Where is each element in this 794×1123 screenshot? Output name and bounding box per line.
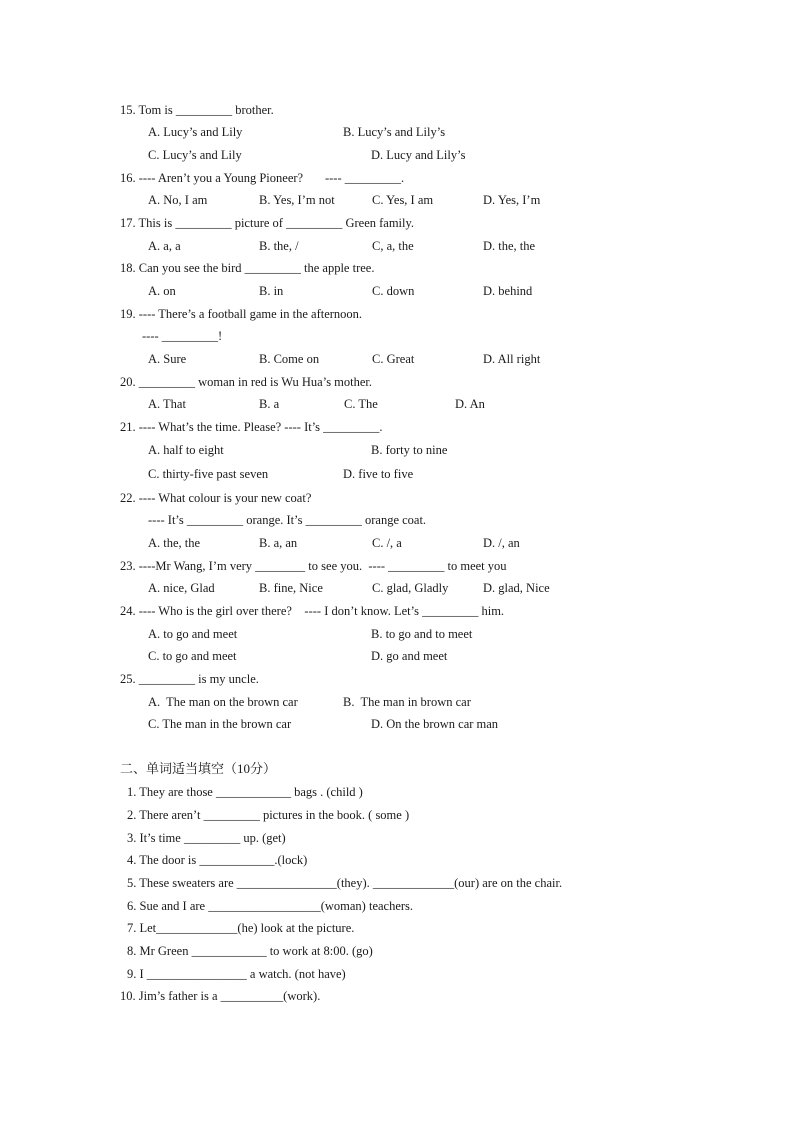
- question-23-option-b: B. fine, Nice: [259, 581, 323, 595]
- fill-item-4: 4. The door is ____________.(lock): [127, 853, 308, 867]
- question-15-option-a: A. Lucy’s and Lily: [148, 125, 243, 139]
- fill-item-9: 9. I ________________ a watch. (not have): [127, 967, 346, 981]
- question-25-option-d: D. On the brown car man: [371, 717, 499, 731]
- question-16-option-b: B. Yes, I’m not: [259, 193, 335, 207]
- question-23-option-a: A. nice, Glad: [148, 581, 215, 595]
- question-23-stem: 23. ----Mr Wang, I’m very ________ to see you. ---- _________ to meet you: [120, 559, 507, 573]
- question-21-stem: 21. ---- What’s the time. Please? ---- It’s _________.: [120, 420, 383, 434]
- question-15-option-d: D. Lucy and Lily’s: [371, 148, 466, 162]
- question-23-option-c: C. glad, Gladly: [372, 581, 449, 595]
- fill-item-10: 10. Jim’s father is a __________(work).: [120, 989, 321, 1003]
- question-24-option-b: B. to go and to meet: [371, 627, 473, 641]
- question-15-option-b: B. Lucy’s and Lily’s: [343, 125, 446, 139]
- question-15-option-c: C. Lucy’s and Lily: [148, 148, 242, 162]
- question-20-stem: 20. _________ woman in red is Wu Hua’s mother.: [120, 375, 373, 389]
- question-24-stem: 24. ---- Who is the girl over there? ---- I don’t know. Let’s _________ him.: [120, 604, 505, 618]
- question-19-option-b: B. Come on: [259, 352, 320, 366]
- section-heading: 二、单词适当填空（10分）: [120, 761, 277, 776]
- question-17-option-a: A. a, a: [148, 239, 181, 253]
- question-21-option-b: B. forty to nine: [371, 443, 448, 457]
- fill-item-5: 5. These sweaters are ________________(they). _____________(our) are on the chair.: [127, 876, 563, 890]
- question-22-option-b: B. a, an: [259, 536, 298, 550]
- question-20-option-c: C. The: [344, 397, 378, 411]
- question-24-option-c: C. to go and meet: [148, 649, 237, 663]
- question-17-option-d: D. the, the: [483, 239, 536, 253]
- question-21-option-a: A. half to eight: [148, 443, 224, 457]
- fill-item-1: 1. They are those ____________ bags . (child ): [127, 785, 363, 799]
- question-18-option-c: C. down: [372, 284, 415, 298]
- question-24-option-d: D. go and meet: [371, 649, 448, 663]
- question-19-response: ---- _________!: [142, 329, 223, 343]
- question-20-option-a: A. That: [148, 397, 186, 411]
- question-21-option-c: C. thirty-five past seven: [148, 467, 269, 481]
- question-22-response: ---- It’s _________ orange. It’s _________ orange coat.: [148, 513, 427, 527]
- question-23-option-d: D. glad, Nice: [483, 581, 550, 595]
- question-19-option-a: A. Sure: [148, 352, 187, 366]
- question-19-stem: 19. ---- There’s a football game in the afternoon.: [120, 307, 363, 321]
- question-18-option-a: A. on: [148, 284, 176, 298]
- question-24-option-a: A. to go and meet: [148, 627, 238, 641]
- question-25-option-c: C. The man in the brown car: [148, 717, 292, 731]
- question-16-stem: 16. ---- Aren’t you a Young Pioneer? ---- _________.: [120, 171, 405, 185]
- question-20-option-d: D. An: [455, 397, 485, 411]
- question-16-option-c: C. Yes, I am: [372, 193, 434, 207]
- fill-item-8: 8. Mr Green ____________ to work at 8:00. (go): [127, 944, 373, 958]
- question-16-option-d: D. Yes, I’m: [483, 193, 541, 207]
- question-17-option-b: B. the, /: [259, 239, 299, 253]
- question-19-option-d: D. All right: [483, 352, 541, 366]
- question-22-option-a: A. the, the: [148, 536, 201, 550]
- fill-item-6: 6. Sue and I are __________________(woman) teachers.: [127, 899, 414, 913]
- question-25-option-b: B. The man in brown car: [343, 695, 471, 709]
- question-18-option-d: D. behind: [483, 284, 533, 298]
- question-22-option-d: D. /, an: [483, 536, 520, 550]
- question-22-stem: 22. ---- What colour is your new coat?: [120, 491, 312, 505]
- question-21-option-d: D. five to five: [343, 467, 414, 481]
- question-25-option-a: A. The man on the brown car: [148, 695, 298, 709]
- fill-item-7: 7. Let_____________(he) look at the picture.: [127, 921, 355, 935]
- question-19-option-c: C. Great: [372, 352, 415, 366]
- question-22-option-c: C. /, a: [372, 536, 402, 550]
- question-17-option-c: C, a, the: [372, 239, 414, 253]
- fill-item-2: 2. There aren’t _________ pictures in the book. ( some ): [127, 808, 410, 822]
- question-25-stem: 25. _________ is my uncle.: [120, 672, 259, 686]
- question-15-stem: 15. Tom is _________ brother.: [120, 103, 274, 117]
- question-18-stem: 18. Can you see the bird _________ the apple tree.: [120, 261, 375, 275]
- question-18-option-b: B. in: [259, 284, 284, 298]
- question-17-stem: 17. This is _________ picture of _________ Green family.: [120, 216, 415, 230]
- fill-item-3: 3. It’s time _________ up. (get): [127, 831, 286, 845]
- question-16-option-a: A. No, I am: [148, 193, 208, 207]
- question-20-option-b: B. a: [259, 397, 280, 411]
